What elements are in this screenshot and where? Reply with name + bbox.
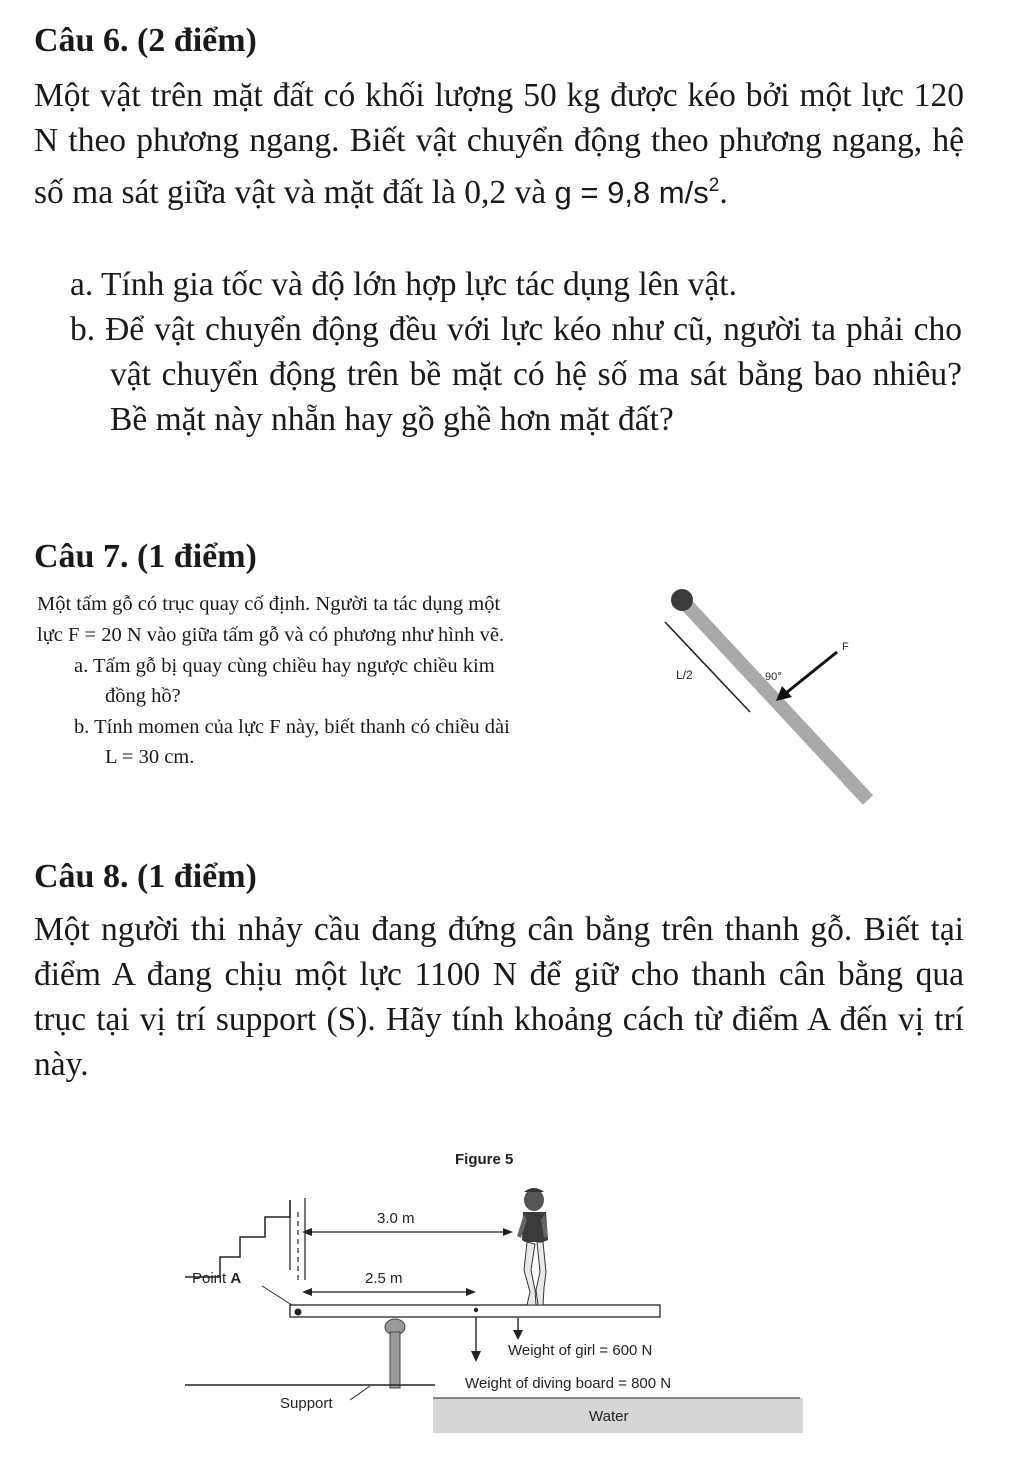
dimension-3m-arrow-right <box>503 1228 513 1236</box>
dimension-2-5m-arrow-left <box>302 1288 312 1296</box>
q6-paragraph-text: Một vật trên mặt đất có khối lượng 50 kg được kéo bởi một lực 120 N theo phương ngang. Biết vật chuyển động theo phương ngang, hệ số ma sát giữa vật và mặt đất là 0,2 và <box>34 77 964 212</box>
pivot-axis <box>671 589 693 611</box>
dimension-3m-label: 3.0 m <box>377 1210 415 1227</box>
point-a-label: Point A <box>192 1270 242 1287</box>
force-f-label: F <box>842 641 849 653</box>
q6-gravity-eq <box>555 174 728 211</box>
q6-gravity-value: g = 9,8 m/s <box>554 175 709 211</box>
q6-title: Câu 6. (2 điểm) <box>34 22 257 59</box>
point-a-leader-line <box>262 1286 292 1305</box>
diver-girl <box>517 1188 548 1305</box>
right-angle-label: 90° <box>765 671 782 683</box>
q6-gravity-end: . <box>719 174 728 212</box>
figure-5-title: Figure 5 <box>455 1151 514 1168</box>
dimension-2-5m-label: 2.5 m <box>365 1270 403 1287</box>
dimension-3m-arrow-left <box>302 1228 312 1236</box>
wooden-rod <box>682 600 868 800</box>
board-weight-label: Weight of diving board = 800 N <box>465 1375 672 1392</box>
q8-paragraph: Một người thi nhảy cầu đang đứng cân bằng trên thanh gỗ. Biết tại điểm A đang chịu một lực 1100 N để giữ cho thanh cân bằng qua trục tại vị trí support (S). Hãy tính khoảng cách từ điểm A đến vị trí này. <box>34 911 964 1083</box>
support-leader-line <box>350 1386 370 1400</box>
support-post <box>390 1332 400 1388</box>
q6-part-b: b. Để vật chuyển động đều với lực kéo như cũ, người ta phải cho vật chuyển động trên bề mặt có hệ số ma sát bằng bao nhiêu? Bề mặt này nhẵn hay gồ ghề hơn mặt đất? <box>70 311 962 438</box>
staircase <box>185 1200 290 1277</box>
q7-rod-figure <box>640 580 890 810</box>
q7-line2: lực F = 20 N vào giữa tấm gỗ và có phương như hình vẽ. <box>37 624 505 646</box>
support-label: Support <box>280 1395 333 1412</box>
q7-part-a-line2: đồng hồ? <box>105 685 181 707</box>
half-length-label: L/2 <box>676 668 693 682</box>
q6-gravity-exponent: 2 <box>708 175 720 196</box>
board-centre-of-mass <box>474 1308 478 1312</box>
q8-title: Câu 8. (1 điểm) <box>34 858 257 895</box>
q7-part-b-line1: b. Tính momen của lực F này, biết thanh có chiều dài <box>74 716 510 738</box>
point-a-marker <box>295 1309 302 1316</box>
q6-paragraph <box>34 73 964 215</box>
dimension-2-5m-arrow-right <box>466 1288 476 1296</box>
girl-weight-label: Weight of girl = 600 N <box>508 1342 653 1359</box>
q6-part-a: a. Tính gia tốc và độ lớn hợp lực tác dụng lên vật. <box>70 266 737 303</box>
girl-weight-arrowhead <box>513 1330 523 1340</box>
board-weight-arrowhead <box>471 1351 481 1362</box>
force-f-arrow <box>786 652 837 693</box>
water-label: Water <box>589 1408 629 1425</box>
q7-part-a-line1: a. Tấm gỗ bị quay cùng chiều hay ngược chiều kim <box>74 655 495 677</box>
q7-part-b-line2: L = 30 cm. <box>105 746 195 768</box>
q7-title: Câu 7. (1 điểm) <box>34 538 257 575</box>
q7-line1: Một tấm gỗ có trục quay cố định. Người ta tác dụng một <box>37 593 501 615</box>
diving-board-figure <box>180 1140 810 1440</box>
